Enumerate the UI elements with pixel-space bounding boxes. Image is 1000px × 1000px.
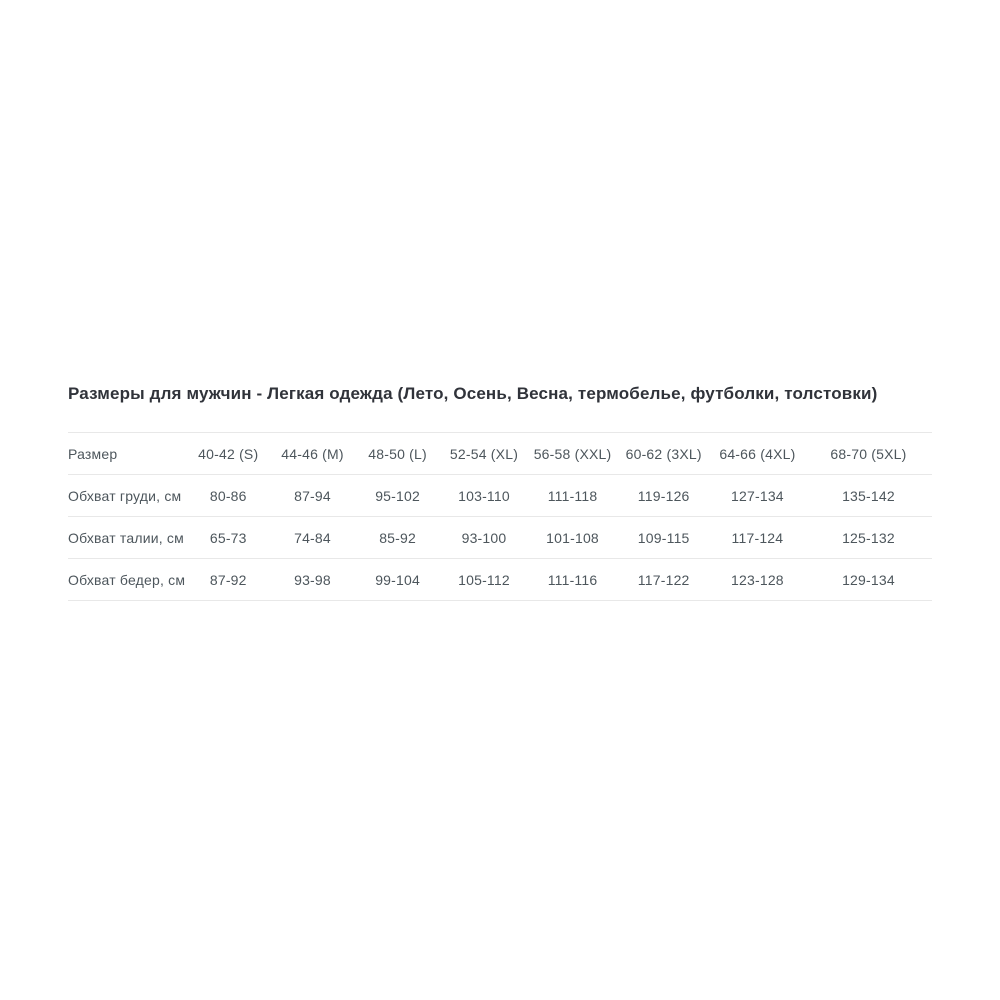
row-label-chest: Обхват груди, см (68, 487, 182, 504)
row-label-waist: Обхват талии, см (68, 529, 184, 546)
table-cell: 127-134 (731, 487, 784, 504)
column-header-l: 48-50 (L) (368, 445, 427, 462)
size-chart-title: Размеры для мужчин - Легкая одежда (Лето, Осень, Весна, термобелье, футболки, толстовки) (68, 384, 878, 403)
table-cell: 99-104 (375, 571, 420, 588)
column-header-size: Размер (68, 445, 118, 462)
size-chart-section (68, 384, 932, 601)
table-cell: 87-92 (209, 571, 247, 588)
column-header-4xl: 64-66 (4XL) (719, 445, 796, 462)
row-label-hips: Обхват бедер, см (68, 571, 186, 588)
column-header-s: 40-42 (S) (198, 445, 259, 462)
table-cell: 103-110 (458, 487, 510, 504)
table-cell: 109-115 (637, 529, 690, 546)
table-cell: 129-134 (842, 571, 895, 588)
column-header-3xl: 60-62 (3XL) (625, 445, 702, 462)
table-row-chest (68, 475, 932, 517)
size-table (68, 432, 932, 601)
table-cell: 65-73 (209, 529, 247, 546)
table-cell: 135-142 (842, 487, 895, 504)
table-cell: 101-108 (546, 529, 599, 546)
table-cell: 117-122 (637, 571, 690, 588)
table-cell: 111-118 (547, 487, 598, 504)
table-cell: 111-116 (547, 571, 598, 588)
table-cell: 95-102 (375, 487, 420, 504)
table-cell: 87-94 (294, 487, 331, 504)
column-header-m: 44-46 (M) (281, 445, 344, 462)
table-cell: 117-124 (731, 529, 784, 546)
table-cell: 119-126 (637, 487, 690, 504)
table-cell: 80-86 (209, 487, 247, 504)
table-cell: 105-112 (458, 571, 510, 588)
table-cell: 123-128 (731, 571, 784, 588)
column-header-5xl: 68-70 (5XL) (830, 445, 907, 462)
column-header-xxl: 56-58 (XXL) (533, 445, 612, 462)
table-cell: 93-98 (294, 571, 331, 588)
table-row-waist (68, 517, 932, 559)
table-cell: 125-132 (842, 529, 895, 546)
table-cell: 85-92 (379, 529, 416, 546)
table-cell: 74-84 (294, 529, 331, 546)
column-header-xl: 52-54 (XL) (449, 445, 519, 462)
table-row-hips (68, 559, 932, 601)
table-cell: 93-100 (461, 529, 507, 546)
table-header-row (68, 433, 932, 475)
